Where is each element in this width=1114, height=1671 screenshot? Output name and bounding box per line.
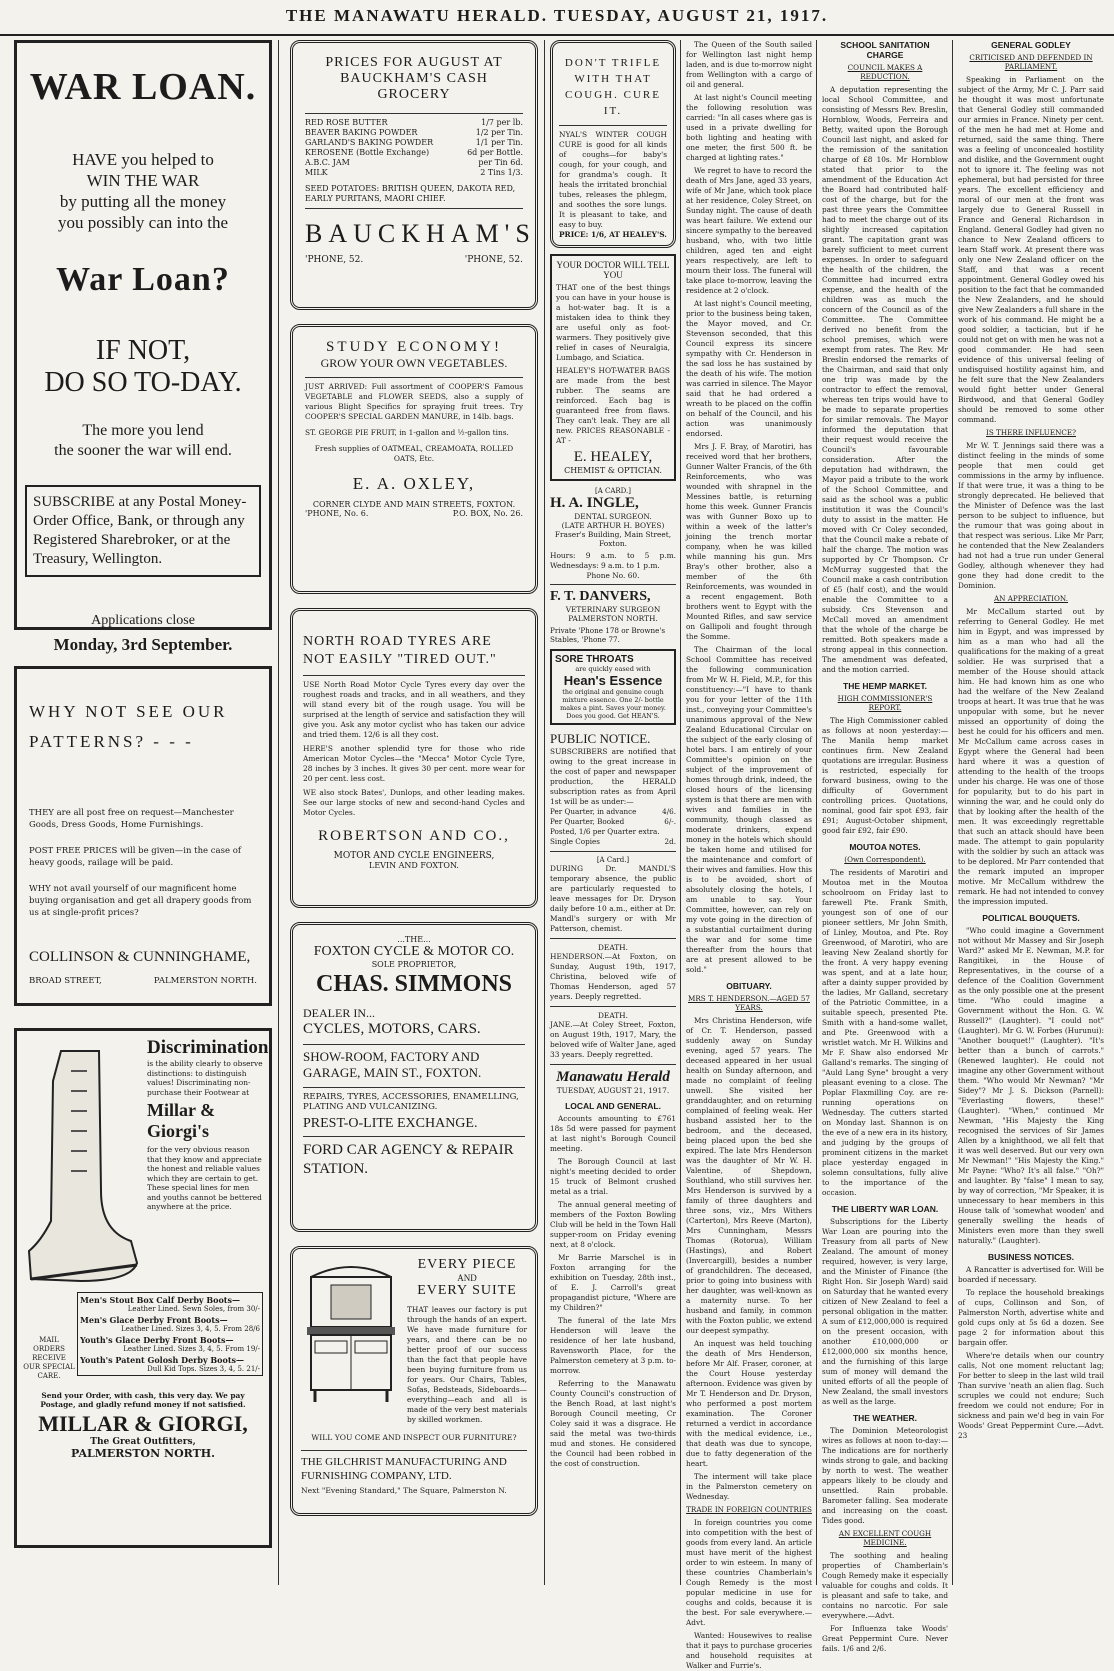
notice-heading: PUBLIC NOTICE. [550,731,651,746]
news-paragraph: A deputation representing the local School Committee, and consisting of Messrs Rev. Breslin, Hornblow, Woods, Ferreira and Betty, waited upon the Borough Council last night, and asked for the remission of the sanitation charge of £8 10s. Mr Hornblow stated that prior to the amendment of the Education Act the Board had contributed half-cost of the charge, but for the past three years the Committee had to meet the charge out of its slightly increased capitation grant. The capitation grant was barely sufficient to meet current expenses. In order to safeguard the health of the children, the Committee had incurred extra expense, and the health of the children was as much the concern of the Council as of the Committee. The Committee derived no benefit from the school premises, which were exempt from rates. The Rev. Mr Breslin endorsed the remarks of the Chairman, and said that only one trip was made by the contractor to effect the removal, whereas ten trips would have to be made to separate properties for similar removals. The Mayor informed the deputation that their request would receive the Council's favourable consideration. After the deputation had withdrawn, the Mayor paid a tribute to the work of the School Committee, and said as the school was a public institution it was the Council's duty to assist in the matter. He moved with Cr Coley seconded, that the Council make a rebate of half the charge. The motion was supported by Cr Thompson. Cr McMurray suggested that the Council make a cash contribution of £5 (half cost), and the would enable the Committee to a subsidy. Crs Stevenson and McCall moved an amendment that the whole of the charge be remitted. Both speakers made a strong appeal in this connection. The amendment was defeated, and the motion carried. [822,85,948,674]
boot-name: Youth's Glace Derby Front Boots— [80,1334,234,1345]
millar-town: PALMERSTON NORTH. [70,1446,216,1460]
doctor-text: HEALEY'S HOT-WATER BAGS are made from the best rubber. The seams are reinforced. Each bag is guaranteed free from flaws. They can't leak. They are all new. PRICES REASONABLE - AT - [556,366,670,445]
sideboard-illustration [301,1257,401,1407]
lend-line: the sooner the war will end. [54,442,232,459]
discrimination-heading: Discrimination [147,1037,269,1058]
price-row [305,168,523,178]
news-paragraph: "Who could imagine a Government not without Mr Massey and Sir Joseph Ward?" asked Mr E. Newman, M.P. for Rangitikei, in the House of Representatives, in the course of a defence of the Coalition Government as the only possible one at the present time. "Who could imagine a Government without the Hon. G. W. Russell?" (Laughter). "I could not" (Laughter). Mr G. W. Forbes (Hurunui): "Another bouquet!" (Laughter). "It's better than a bunch of carrots." (Renewed laughter). He could not imagine any other Government without them. "Who would Mr Newman? "Mr Sidey"? Mr J. S. Dickson (Parnell): "Everlasting flowers, these!" (Laughter). "When," continued Mr Newman, "His Majesty the King recognised the services of Sir James Allen by a knighthood, we all felt that it was well deserved. But our very own Mr Newman!" "His Majesty the King." Mr Payne: "Who? It's all false." "Oh?" and laughter. By "false" I mean to say, by way of correction, "Mr Speaker, it is unnecessary to hear members in this House talk of 'somewhat wooden' and generally swelling the heads of Ministers even more than they swell naturally." (Laughter). [958,926,1104,1245]
simmons-ford: FORD CAR AGENCY & REPAIR STATION. [303,1142,514,1177]
bauckham-name: BAUCKHAM'S [305,219,536,248]
gilchrist-invite: WILL YOU COME AND INSPECT OUR FURNITURE? [311,1433,517,1442]
simmons-showroom: SHOW-ROOM, FACTORY AND GARAGE, MAIN ST., FOXTON. [303,1049,482,1080]
simmons-prestolite: PREST-O-LITE EXCHANGE. [303,1116,478,1131]
boot-name: Men's Stout Box Calf Derby Boots— [80,1294,240,1305]
local-general-heading: LOCAL AND GENERAL. [565,1101,661,1111]
ingle-late: (LATE ARTHUR H. BOYES) [561,521,665,530]
doctor-text: THAT one of the best things you can have in your house is a hot-water bag. It is a mistaken idea to think they are useful only as foot-warmers. They positively give relief in cases of Neuralgia, Lumbago, and Sciatica. [556,283,670,362]
news-paragraph: A Rancatter is advertised for. Will be boarded if necessary. [958,1265,1104,1284]
divider [303,675,525,676]
news-paragraph: The Borough Council at last night's meeting decided to order 15 truck of Belmont crushed metal as a trial. [550,1157,676,1196]
collinson-street: BROAD STREET, [29,976,102,986]
price-row [305,148,523,158]
rate-label: Single Copies [550,837,600,846]
news-paragraph: The Chairman of the local School Committee has received the following communication from Mr W. H. Field, M.P., for this constituency:—"I have to thank you for your letter of the 11th inst., conveying your Committee's unanimous approval of the New Zealand Educational Circular on the subject of the early closing of hotel bars. I am entirely of your Committee's opinion on the subject of the improvement of homes through drink, indeed, the closed hours of the licensing system is that there are men with wives and families in the community, though classed as moderate drinkers, expend money in the hotels which should be taken home and utilised for the maintenance and comfort of their wives and families. How this is to be avoided, short of absolutely closing the hotels, I am unable to say. Your Committee, however, can rely on my vote going in the direction of a substantial curtailment during the war and for some time thereafter from the hours that are at present allowed to be sold." [686,645,812,974]
divider [305,377,523,378]
death-heading: DEATH. [598,943,628,952]
news-paragraph: At last night's Council meeting the following resolution was carried: "In all cases where gas is used in a private dwelling for both lighting and heating with one meter, the first 500 ft. be charged at lighting rates." [686,93,812,162]
news-paragraph: Mrs Christina Henderson, wife of Cr. T. Henderson, passed suddenly away on Sunday evening, aged 57 years. The deceased appeared in her usual health on Sunday afternoon, and made no complaint of feeling unwell. She visited her granddaughter, and on returning complained of feeling weak. Her husband assisted her to the bedroom, and the deceased, being placed upon the bed she expired. The late Mrs Henderson was the daughter of Mr W. H. Valentine, of Shepdown, Southland, who still survives her. Mrs Henderson is survived by a family of three daughters and three sons, viz., Mrs Withers (Carterton), Mrs Reeve (Marton), Mrs Cunningham, Messrs Thomas (Rotorua), William (Hastings), and Robert (Invercargill), besides a number of grandchildren. The deceased, prior to going into business with her daughter, was well-known as a maternity nurse. To her husband and family, in common with the Foxton public, we extend our deepest sympathy. [686,1016,812,1335]
danvers-phone: Private 'Phone 178 or Browne's Stables, 'Phone 77. [550,626,666,644]
doctor-heading: YOUR DOCTOR WILL TELL YOU [556,260,670,280]
divider [550,1064,676,1065]
item-name: MILK [305,168,328,177]
news-paragraph: At last night's Council meeting, prior to the business being taken, the Mayor moved, and Cr. Stevenson seconded, that this Council express its sincere sympathy with Cr. Henderson in the sad loss he has sustained by the death of his wife. The motion was carried in silence. The Mayor said that he had ordered a wreath to be placed on the coffin on behalf of the Council, and his action was unanimously endorsed. [686,299,812,438]
card-label: [A CARD.] [594,487,631,495]
phone-right: 'PHONE, 52. [464,255,523,265]
ingle-address: Fraser's Building, Main Street, Foxton. [554,530,672,548]
news-paragraph: The Queen of the South sailed for Wellington last night hemp laden, and is due to-morrow night from Wellington with a cargo of oil and general. [686,40,812,89]
news-paragraph: To replace the household breakings of cups, Collinson and Son, of Palmerston North, advertise white and gold cups only at 5s 6d a dozen. See page 2 for information about this bargain offer. [958,1288,1104,1347]
price-row [305,138,523,148]
item-price: 2 Tins 1/3. [480,168,523,177]
trifle-price: PRICE: 1/6, AT HEALEY'S. [559,230,667,239]
column-rule [680,40,681,1585]
war-loan-line: WIN THE WAR [86,171,200,190]
do-so-today-line: DO SO TO-DAY. [44,367,242,398]
column-rule [952,40,953,1585]
item-price: 1/7 per lb. [481,118,523,127]
school-heading: SCHOOL SANITATION CHARGE [840,40,930,60]
column-1 [14,40,272,1585]
column-2 [290,40,538,1585]
hean-essence-ad [550,649,676,725]
card-label: [A Card.] [596,856,630,864]
simmons-name: CHAS. SIMMONS [315,971,513,997]
healey-title: CHEMIST & OPTICIAN. [564,466,662,475]
subscribe-box: SUBSCRIBE at any Postal Money-Order Office, Bank, or through any Registered Sharebroker, or at the Treasury, Wellington. [25,485,261,577]
news-paragraph: Mr McCallum started out by referring to General Godley. He met him in Egypt, and was impressed by him as a man who had all the qualifications for the making of a great soldier. He was surprised that a member of the House should attack him. He had known him as one who had the welfare of the New Zealand troops at heart. It was true that he was unpopular with some, but he never missed an opportunity of doing the best he could for his officers and men. Mr McCallum came across cases in Egypt where the General had been hard where it was a question of attending to the health of the troops under his charge. He was one of those for popularity, but to do his part in winning the war, and he could only do that by looking after the health of the men. It was exceedingly regrettable that such an attack should have been made. The attempt to gain popularity with the soldier by such an attack was to be deplored. Mr Parr contended that the remark imputed an improper motive. Mr McCallum withdrew the remark. He had not intended to convey the impression imputed. [958,607,1104,906]
bauckham-title: PRICES FOR AUGUST AT [325,55,503,70]
boot-item [80,1315,260,1333]
hean-body: the original and genuine cough mixture essence. One 2/- bottle makes a pint. Saves your money. Does you good. Get HEAN'S. [560,688,666,720]
war-loan-question: War Loan? [56,261,230,298]
divider [303,1044,525,1045]
collinson-name: COLLINSON & CUNNINGHAME, [29,949,251,965]
obituary-subheading: MRS T. HENDERSON.—AGED 57 YEARS. [688,994,810,1012]
political-heading: POLITICAL BOUQUETS. [982,913,1080,923]
danvers-card [550,589,676,644]
divider [305,113,523,114]
column-rule [544,40,545,1585]
mandl-notice: DURING Dr. MANDL'S temporary absence, the public are particularly requested to leave messages for Dr. Dryson daily before 10 a.m., either at Dr. Mandl's surgery or with Mr Patterson, chemist. [550,864,676,933]
boot-item [80,1355,260,1373]
boot-item [80,1335,260,1353]
oxley-address: CORNER CLYDE AND MAIN STREETS, FOXTON. [312,500,516,509]
oxley-subtitle: GROW YOUR OWN VEGETABLES. [320,356,508,370]
millar-brand: Millar & Giorgi's [147,1100,216,1141]
news-paragraph: Referring to the Manawatu County Council's construction of the Bench Road, at last night's Borough Council meeting, Cr Coley said it was a disgrace. He said the metal was two-thirds mud and stones. He considered the Council had been robbed in the cost of construction. [550,1379,676,1468]
robertson-name: ROBERTSON AND CO., [318,828,510,844]
news-paragraph: Mr Barrie Marschel is in Foxton arranging for the exhibition on Tuesday, 28th inst., of E. J. Carroll's great propagandist picture, "Where are my Children?" [550,1253,676,1312]
masthead [0,6,1114,36]
simmons-goods: CYCLES, MOTORS, CARS. [303,1021,481,1037]
boot-detail: Leather Lined. Sizes 3, 4, 5. From 28/6 [121,1324,260,1333]
mail-orders: MAIL ORDERS RECEIVE OUR SPECIAL CARE. [23,1335,75,1380]
item-name: A.B.C. JAM [305,158,350,167]
school-subheading: COUNCIL MAKES A REDUCTION. [847,63,923,81]
business-heading: BUSINESS NOTICES. [988,1252,1074,1262]
column-3 [550,40,676,1585]
hemp-heading: THE HEMP MARKET. [843,681,927,691]
robertson-text: WE also stock Bates', Dunlops, and other leading makes. See our large stocks of new and second-hand Cycles and Motor Cycles. [303,788,525,817]
war-loan-line: HAVE you helped to [72,150,214,169]
robertson-text: USE North Road Motor Cycle Tyres every day over the roughest roads and tracks, and in all weathers, and they will stand every bit of the rough usage. You will be surprised at the length of service and satisfaction they will give you. Ask any motor cyclist who has taken our advice and tried them. 12/6 is all they cost. [303,680,525,739]
moutoa-heading: MOUTOA NOTES. [849,842,921,852]
millar-text [147,1037,269,1212]
news-paragraph: The High Commissioner cabled as follows at noon yesterday:— The Manila hemp market continues firm. New Zealand quotations are irregular. Business is restricted, especially for forward business, owing to the difficulty of Government controlling prices. Quotations, nominal, good fair spot £93, fair £91; August-October shipment, good fair £92, fair £90. [822,716,948,835]
ingle-title: DENTAL SURGEON. [574,512,652,521]
ingle-name: H. A. INGLE, [550,495,639,511]
notice-body: SUBSCRIBERS are notified that owing to the great increase in the cost of paper and newspaper production, the HERALD subscription rates as from April 1st will be as under:— [550,747,676,806]
hean-sub: are quickly eased with [575,665,651,673]
news-paragraph: Accounts amounting to £761 18s 5d were passed for payment at last night's Borough Council meeting. [550,1114,676,1153]
simmons-dealer: DEALER IN... [303,1006,375,1020]
item-name: GARLAND'S BAKING POWDER [305,138,434,147]
robertson-desc: MOTOR AND CYCLE ENGINEERS, [333,851,495,861]
public-notice [550,731,676,847]
gilchrist-ad [290,1246,538,1516]
simmons-proprietor: SOLE PROPRIETOR, [371,960,457,969]
news-paragraph: The interment will take place in the Palmerston cemetery on Wednesday. [686,1472,812,1501]
price-row [305,128,523,138]
patterns-title: WHY NOT SEE OUR PATTERNS? - - - [29,702,228,751]
applications-close: Applications close [91,613,195,628]
column-4 [686,40,812,1670]
item-name: KEROSENE (Bottle Exchange) [305,148,430,157]
millar-firm: MILLAR & GIORGI, [38,1410,248,1436]
robertson-towns: LEVIN AND FOXTON. [369,861,459,870]
ingle-phone: Phone No. 60. [586,571,640,580]
millar-intro: is the ability clearly to observe distinctions: to distinguish values! Discriminating non-purchase their Footwear at [147,1059,263,1097]
item-name: RED ROSE BUTTER [305,118,388,127]
news-paragraph: We regret to have to record the death of Mrs Jane, aged 33 years, wife of Mr Jane, which took place at her residence, Coley Street, on Sunday night. The cause of death was heart failure. We extend our sincere sympathy to the bereaved husband, who, with two little children, aged ten and eight years respectively, are left to mourn their loss. The funeral will take place to-morrow, leaving the residence at 2 o'clock. [686,166,812,295]
rate-row [550,817,676,827]
gilchrist-body: THAT leaves our factory is put through the hands of an expert. We have made furniture for years, and there can be no better proof of our success than the fact that people have been buying furniture from us for years. Our Chairs, Tables, Sofas, Bedsteads, Sideboards—everything—each and all is made of the very best materials by skilled workmen. [407,1305,527,1424]
rate-row [550,807,676,817]
cough-heading: AN EXCELLENT COUGH MEDICINE. [838,1529,932,1547]
news-paragraph: An inquest was held touching the death of Mrs Henderson, before Mr Alf. Fraser, coroner, at the Court House yesterday afternoon. Evidence was given by Mr T. Henderson and Dr. Dryson, who performed a post mortem examination. The Coroner returned a verdict in accordance with the medical evidence, i.e., that death was due to syncope, due to fatty degeneration of the heart. [686,1339,812,1468]
item-price: 6d per Bottle. [467,148,523,157]
oxley-name: E. A. OXLEY, [352,474,476,493]
ingle-hours: Hours: 9 a.m. to 5 p.m. Wednesdays: 9 a.m. to 1 p.m. [550,551,676,570]
rate-value: 2d. [664,837,676,846]
oxley-contact [305,509,523,518]
ingle-card [550,487,676,580]
patterns-text: WHY not avail yourself of our magnificent home buying organisation and get all drapery goods from us at single-profit prices? [29,884,252,918]
rate-label: Per Quarter, Booked [550,817,625,826]
influence-heading: IS THERE INFLUENCE? [986,428,1076,437]
herald-date: TUESDAY, AUGUST 21, 1917. [556,1086,670,1095]
divider [301,1450,527,1451]
column-5 [822,40,948,1653]
boot-detail: Leather Lined. Sizes 3, 4, 5. From 19/- [123,1344,260,1353]
simmons-ad [290,922,538,1232]
oxley-text: Fresh supplies of OATMEAL, CREAMOATA, ROLLED OATS, Etc. [314,444,514,463]
bauckham-ad [290,40,538,310]
news-paragraph: The funeral of the late Mrs Henderson will leave the residence of her late husband, Ravensworth Place, for the Palmerston cemetery at 3 p.m. to-morrow. [550,1316,676,1375]
war-loan-line: you possibly can into the [58,213,228,232]
rate-row [550,837,676,847]
doctor-ad [550,254,676,481]
hean-heading: SORE THROATS [555,654,634,665]
news-paragraph: Mr W. T. Jennings said there was a distinct feeling in the minds of some people that men could get commissions in the army by influence. If that were true, it was a thing to be strongly deprecated. He believed that the Minister of Defence was the last person to be subject to influence, but the rumour that was going about in that respect was serious. Like Mr Parr, he contended that the New Zealanders had not had a true run under General Godley, although whenever they had gone they had done credit to the Dominion. [958,441,1104,590]
obituary-heading: OBITUARY. [726,981,772,991]
millar-body: for the very obvious reason that they know and appreciate the honest and reliable values which they are certain to get. These special lines for men and youths cannot be bettered anywhere at the price. [147,1145,262,1211]
news-paragraph: The annual general meeting of members of the Foxton Bowling Club will be held in the Town Hall supper-room on Friday evening next, at 8 o'clock. [550,1200,676,1249]
price-row [305,118,523,128]
healey-name: E. HEALEY, [573,449,653,465]
gilchrist-and: AND [457,1273,477,1283]
millar-send: Send your Order, with cash, this very day. We pay Postage, and gladly refund money if not satisfied. [40,1390,246,1409]
godley-heading: GENERAL GODLEY [991,40,1071,50]
divider [550,584,676,585]
patterns-text: POST FREE PRICES will be given—in the case of heavy goods, railage will be paid. [29,846,241,868]
oxley-ad [290,324,538,594]
moutoa-subheading: (Own Correspondent). [844,855,926,864]
weather-heading: THE WEATHER. [852,1413,918,1423]
price-row [305,158,523,168]
gilchrist-h2: EVERY SUITE [417,1283,517,1298]
millar-giorgi-ad [14,1028,272,1548]
news-paragraph: In foreign countries you come into competition with the best of goods from every land. An article must have merit of the highest order to win esteem. In many of these countries Chamberlain's Cough Remedy is the most popular medicine in use for coughs and colds, because it is the best. For sale everywhere.—Advt. [686,1518,812,1627]
gilchrist-top [301,1257,527,1425]
oxley-box: P.O. BOX, No. 26. [452,509,523,518]
rate-label: Per Quarter, in advance [550,807,637,816]
news-paragraph: The residents of Marotiri and Moutoa met in the Moutoa schoolroom on Friday last to farewell Pte. Frank Smith, youngest son of one of our pioneer settlers, Mr John Smith, of Linley, Moutoa, and Pte. Roy Greenwood, of Marotiri, who are leaving New Zealand shortly for the front. A very happy evening was spent, and at a late hour, after a dainty supper provided by the ladies, Mr Galland, secretary of the Patriotic Committee, in a suitable speech, presented Pte. Smith with a hand-some wallet, and Pte. Greenwood with a wristlet watch. Mr H. Wilkins and Mr F. Shaw also endorsed Mr Galland's remarks. The singing of "Auld Lang Syne" brought a very pleasant evening to a close. The Poplar Flaxmilling Coy. are re-running operations on Wednesday. The cutters started on Monday last. Shannon is on the eve of a new era in its history, and judging by the groups of prominent citizens in the market place yesterday engaged in solemn consultations, fully alive to the importance of the occasion. [822,868,948,1197]
rate-value: 6/-. [664,817,676,826]
divider [303,1136,525,1137]
godley-subheading: CRITICISED AND DEFENDED IN PARLIAMENT. [969,53,1093,71]
simmons-the: ...THE... [397,935,431,944]
grocery-price-list [305,118,523,178]
divider [559,125,667,126]
divider [550,1006,676,1007]
lend-line: The more you lend [82,422,204,439]
simmons-repairs: REPAIRS, TYRES, ACCESSORIES, ENAMELLING, PLATING AND VULCANIZING. [303,1092,519,1112]
simmons-company: FOXTON CYCLE & MOTOR CO. [313,944,515,959]
herald-nameplate: Manawatu Herald [556,1069,670,1085]
hemp-subheading: HIGH COMMISSIONER'S REPORT. [837,694,933,712]
rate-value: 4/6. [662,807,676,816]
boot-name: Men's Glace Derby Front Boots— [80,1314,228,1325]
danvers-name: F. T. DANVERS, [550,589,651,604]
item-price: 1/1 per Tin. [475,138,523,147]
gilchrist-text [401,1257,527,1425]
oxley-text: JUST ARRIVED: Full assortment of COOPER'S Famous VEGETABLE and FLOWER SEEDS, also a supply of various Blight Specifics for spraying fruit trees. Try COOPER'S SPECIAL GARDEN MANURE, in 14lb. bags. [305,382,523,421]
robertson-text: HERE'S another splendid tyre for those who ride American Motor Cycles—the "Mecca" Motor Cycle Tyre, 28 inches by 3 inches. It gives 30 per cent. more wear for 20 per cent. less cost. [303,744,525,783]
column-6 [958,40,1104,1585]
death-notice: HENDERSON.—At Foxton, on Sunday, August 19th, 1917, Christina, beloved wife of Thomas Henderson, aged 57 years. Deeply regretted. [550,952,676,1001]
oxley-phone: 'PHONE, No. 6. [305,509,369,518]
item-price: 1/2 per Tin. [475,128,523,137]
collinson-town: PALMERSTON NORTH. [153,976,257,986]
trifle-body: NYAL'S WINTER COUGH CURE is good for all kinds of coughs—for baby's cough, for your cough, and for grandma's cough. It heals the irritated bronchial tubes, releases the phlegm, and soothes the sore lungs. It is pleasant to take, and easy to buy. [559,130,667,229]
boot-name: Youth's Patent Golosh Derby Boots— [80,1354,245,1365]
war-loan-ad [14,40,272,654]
patterns-text: THEY are all post free on request—Manchester Goods, Dress Goods, Home Furnishings. [29,808,234,830]
news-paragraph: Subscriptions for the Liberty War Loan are pouring into the Treasury from all parts of New Zealand. The amount of money required, however, is very large, and the Minister of Finance (the Right Hon. Sir Joseph Ward) said on Saturday that he wanted every citizen of New Zealand to feel a personal obligation in the matter. A sum of £12,000,000 is required on the present occasion, with another £10,000,000 or £12,000,000 six months hence, and the furnishing of this large sum of money will demand the united efforts of all the people of New Zealand, the small investors as well as the large. [822,1217,948,1406]
collinson-address [29,976,257,986]
news-paragraph: Mrs J. F. Bray, of Marotiri, has received word that her brothers, Gunner Walter Francis, of the 6th Reinforcements, who was wounded with shrapnel in the Messines battle, is returning home this week. Gunner Francis was with Gunner Boxo up to within a week of the latter's joining the trench mortar company, when he was killed while manning his gun. Mrs Bray's other brother, also a member of the 6th Reinforcements, was wounded in a recent engagement. Both brothers went to Egypt with the Mounted Rifles, and saw service on Gallipoli and fought through the Somme. [686,442,812,641]
bauckham-phones [305,255,523,265]
trade-heading: TRADE IN FOREIGN COUNTRIES [686,1505,812,1514]
divider [550,851,676,852]
phone-left: 'PHONE, 52. [305,255,364,265]
rate-label: Posted, 1/6 per Quarter extra. [550,827,660,836]
appreciation-heading: AN APPRECIATION. [993,594,1069,603]
gilchrist-h1: EVERY PIECE [417,1257,517,1272]
item-price: per Tin 6d. [478,158,523,167]
cough-cure-ad [550,40,676,248]
news-paragraph: Wanted: Housewives to realise that it pays to purchase groceries and household requisites at Walker and Furrie's. [686,1631,812,1670]
rate-row [550,827,676,837]
masthead-title: THE MANAWATU HERALD. TUESDAY, AUGUST 21, 1917. [285,6,829,25]
boot-detail: Leather Lined. Sewn Soles, from 30/- [127,1304,260,1313]
column-rule [278,40,279,1585]
oxley-title: STUDY ECONOMY! [325,339,503,355]
robertson-title: NORTH ROAD TYRES ARE NOT EASILY "TIRED OUT." [303,634,497,667]
seed-potatoes: SEED POTATOES: BRITISH QUEEN, DAKOTA RED, EARLY PURITANS, MAORI CHIEF. [305,184,516,203]
robertson-ad [290,608,538,908]
war-loan-title: WAR LOAN. [29,66,257,108]
death-heading: DEATH. [598,1011,628,1020]
death-notice: JANE.—At Coley Street, Foxton, on August 19th, 1917, Mary, the beloved wife of Walter Jane, aged 33 years. Deeply regretted. [550,1020,676,1059]
divider [550,938,676,939]
divider [305,208,523,209]
close-date: Monday, 3rd September. [53,635,233,654]
bauckham-title: BAUCKHAM'S CASH GROCERY [340,71,488,102]
news-paragraph: Where're details when our country calls, Not one moment reluctant lag; For better to sleep in the last wild trail Than survive 'neath an alien flag. Such scruples we could not endure; Such freedom we could not endure; For in sickness and pain we'd beg in vain For Woods' Great Peppermint Cure.—Advt. 23 [958,1351,1104,1440]
liberty-heading: THE LIBERTY WAR LOAN. [831,1204,939,1214]
if-not-line: IF NOT, [95,335,191,366]
war-loan-line: by putting all the money [59,192,227,211]
column-rule [816,40,817,1585]
hean-brand: Hean's Essence [563,673,663,688]
news-paragraph: The soothing and healing properties of Chamberlain's Cough Remedy make it especially valuable for coughs and colds. It is pleasant and safe to take, and contains no narcotic. For sale everywhere.—Advt. [822,1551,948,1620]
news-paragraph: For Influenza take Woods' Great Peppermint Cure. Never fails. 1/6 and 2/6. [822,1624,948,1653]
boot-detail: Dull Kid Tops. Sizes 3, 4, 5. 21/- [147,1364,260,1373]
gilchrist-address: Next "Evening Standard," The Square, Palmerston N. [301,1486,507,1495]
trifle-heading: DON'T TRIFLE WITH THAT COUGH. CURE IT. [564,57,662,117]
danvers-town: PALMERSTON NORTH. [568,614,658,623]
danvers-title: VETERINARY SURGEON [565,605,661,614]
patterns-ad [14,666,272,1006]
gilchrist-firm: THE GILCHRIST MANUFACTURING AND FURNISHING COMPANY, LTD. [301,1456,507,1482]
divider [303,1087,525,1088]
news-paragraph: The Dominion Meteorologist wires as follows at noon to-day:— The indications are for northerly winds strong to gale, and backing by north to west. The weather appears likely to be cloudy and unsettled. Rain probable. Barometer falling. Sea moderate and increasing on the coast. Tides good. [822,1426,948,1525]
oxley-text: ST. GEORGE PIE FRUIT, in 1-gallon and ½-gallon tins. [305,428,509,437]
boot-illustration [21,1041,141,1311]
millar-outfitters: The Great Outfitters, [90,1436,196,1447]
news-paragraph: Speaking in Parliament on the subject of the Army, Mr C. J. Parr said he thought it was most unfortunate that General Godley still commanded our armies in France. Ninety per cent. of the men he had met at Home and returned, said the same thing. There was a feeling of unconcealed hostility and dislike, and the Government ought not to ignore it. The feeling was not ephemeral, but had persisted for three years. The excellent efficiency and moral of our men at the front was largely due to General Russell in France and General Richardson in England. General Godley had given no chance to New Zealand officers to learn Staff work. At present there was only one New Zealand officer on the Staff, and that was a recent appointment. General Godley owed his position to the fact that he commanded the New Zealanders, and he should give New Zealanders a full share in the work of his command. He might be a good soldier, a tactician, but if he could not get on with men he was not a good commander. He had seen evidence of this universal feeling of undisguised hostility against him, and he felt sure that the New Zealanders would fight better under General Birdwood, and that General Godley should be removed to some other command. [958,75,1104,424]
item-name: BEAVER BAKING POWDER [305,128,418,137]
